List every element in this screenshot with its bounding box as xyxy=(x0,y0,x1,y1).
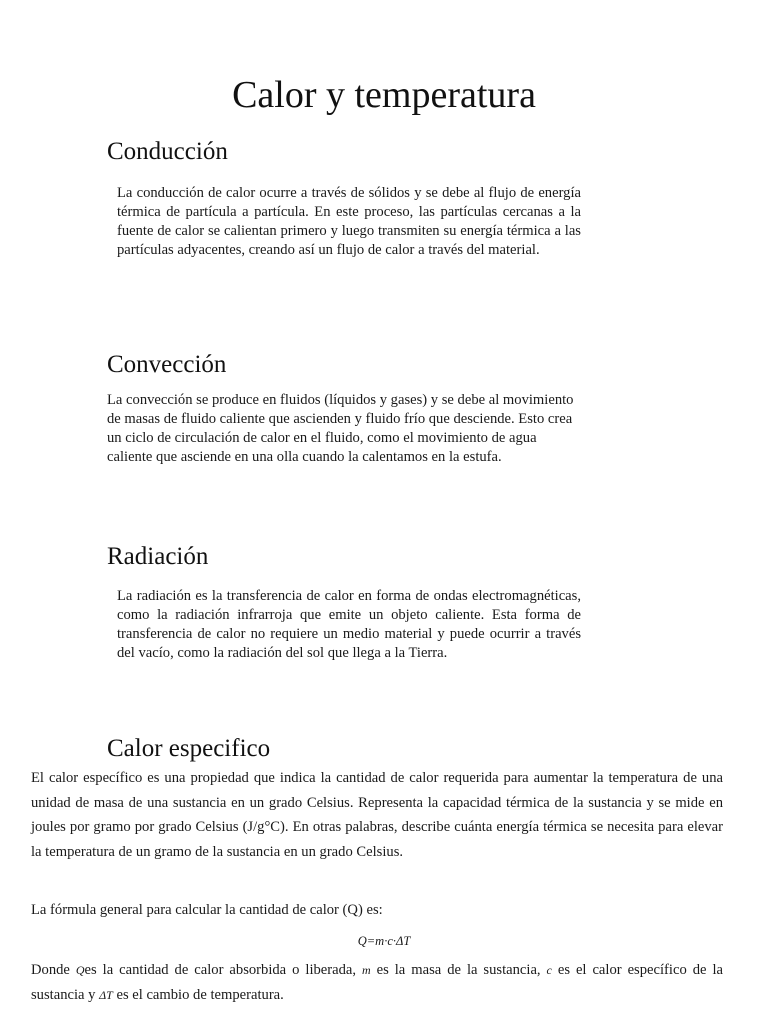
section-heading-radiacion: Radiación xyxy=(107,543,209,570)
section-heading-calor-especifico: Calor especifico xyxy=(107,735,271,762)
heat-formula: Q=m·c·ΔT xyxy=(357,934,411,948)
section-heading-conveccion: Convección xyxy=(107,351,227,378)
formula-explanation xyxy=(31,958,723,1007)
page-title: Calor y temperatura xyxy=(232,74,536,116)
explanation-text-3: es la masa de la sustancia, xyxy=(370,962,547,978)
explanation-text-4: es el calor específico de la sustancia y xyxy=(31,962,723,1003)
section-paragraph-conveccion: La convección se produce en fluidos (líquidos y gases) y se debe al movimiento de masas de fluido caliente que ascienden y fluido frío que desciende. Esto crea un ciclo de circulación de calor en el fluido, como el movimiento de agua caliente que asciende en una olla cuando la calentamos en la estufa. xyxy=(107,392,574,465)
symbol-c: c xyxy=(546,963,552,977)
section-paragraph-calor-especifico: El calor específico es una propiedad que indica la cantidad de calor requerida para aumentar la temperatura de una unidad de masa de una sustancia en un grado Celsius. Representa la capacidad térmica de la sustancia y se mide en joules por gramo por grado Celsius (J/g°C). En otras palabras, describe cuánta energía térmica se necesita para elevar la temperatura de un gramo de la sustancia en un grado Celsius. xyxy=(31,770,723,860)
section-heading-conduccion: Conducción xyxy=(107,138,228,165)
section-paragraph-radiacion: La radiación es la transferencia de calor en forma de ondas electromagnéticas, como la radiación infrarroja que emite un objeto caliente. Esta forma de transferencia de calor no requiere un medio material y puede ocurrir a través del vacío, como la radiación del sol que llega a la Tierra. xyxy=(117,588,581,661)
section-paragraph-conduccion: La conducción de calor ocurre a través de sólidos y se debe al flujo de energía térmica de partícula a partícula. En este proceso, las partículas cercanas a la fuente de calor se calientan primero y luego transmiten su energía térmica a las partículas adyacentes, creando así un flujo de calor a través del material. xyxy=(117,185,581,258)
symbol-q: Q xyxy=(75,963,85,977)
formula-intro: La fórmula general para calcular la cantidad de calor (Q) es: xyxy=(31,902,383,918)
explanation-text-2: es la cantidad de calor absorbida o liberada, xyxy=(84,962,362,978)
symbol-delta-t: ΔT xyxy=(99,987,113,1002)
explanation-text-1: Donde xyxy=(31,962,76,978)
explanation-text-5: es el cambio de temperatura. xyxy=(112,986,284,1003)
symbol-m: m xyxy=(362,963,371,977)
